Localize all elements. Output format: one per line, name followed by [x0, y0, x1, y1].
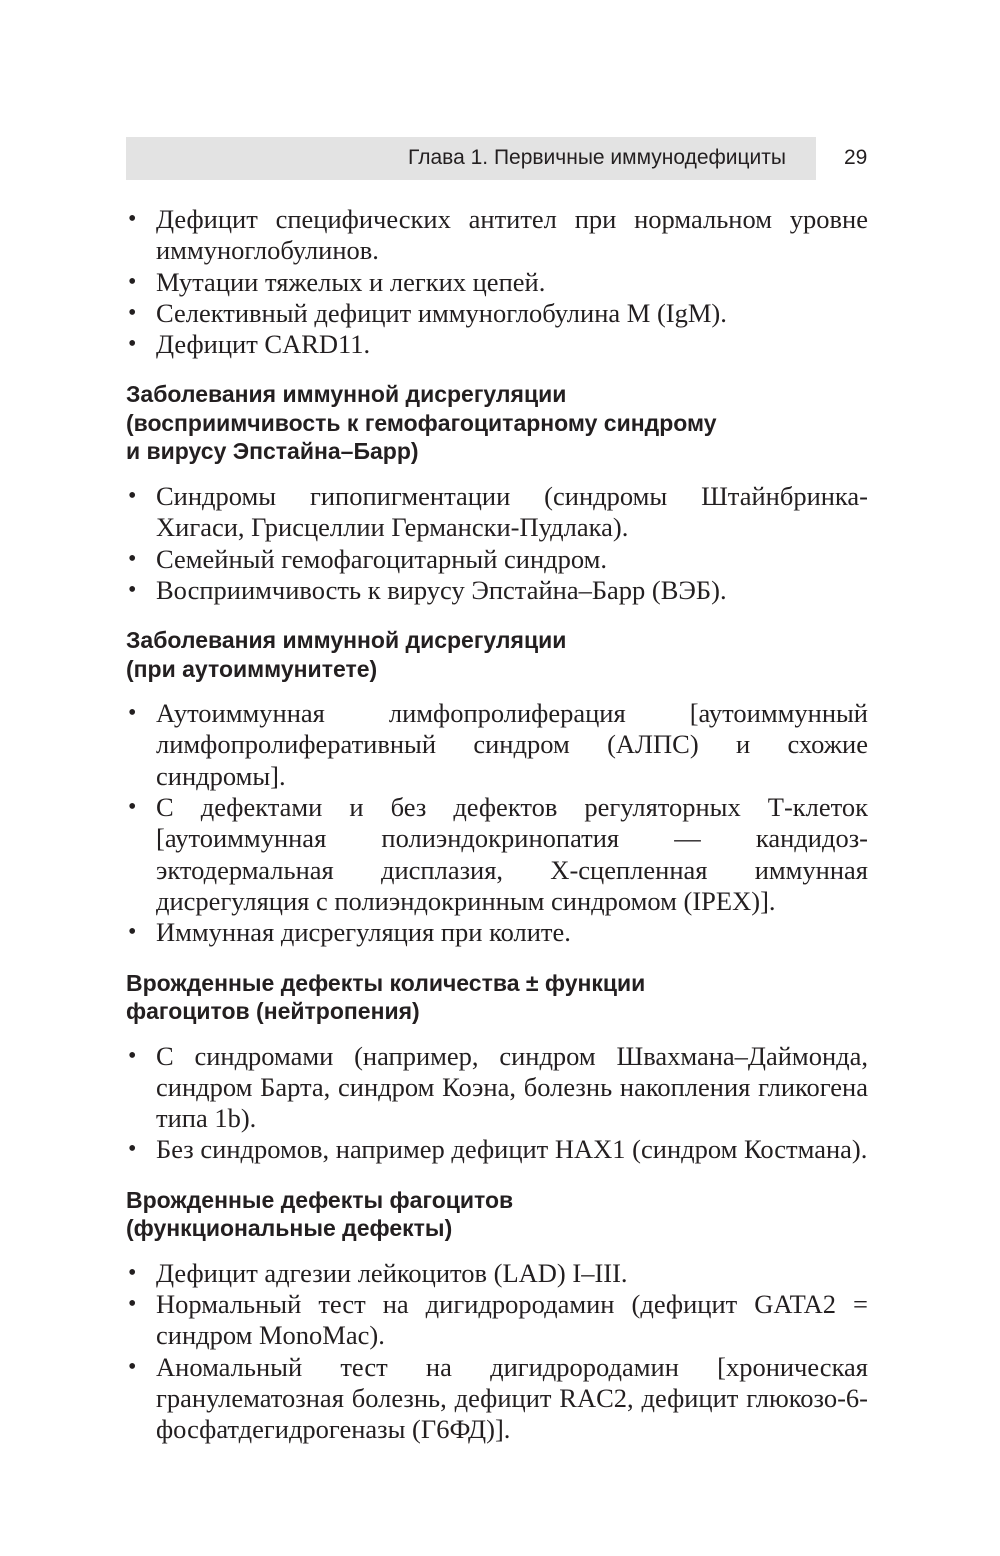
section-immune-dysregulation-autoimmunity	[126, 626, 868, 948]
bullet-icon: •	[128, 268, 137, 295]
section-heading: Заболевания иммунной дисрегуляции (восприимчивость к гемофагоцитарному синдрому и вирусу Эпстайна–Барр)	[126, 381, 717, 465]
bullet-icon: •	[128, 1353, 137, 1380]
section-heading: Заболевания иммунной дисрегуляции (при аутоиммунитете)	[126, 627, 567, 682]
list-item: • Семейный гемофагоцитарный синдром.	[128, 543, 608, 574]
page-body	[126, 204, 868, 1446]
bullet-icon: •	[128, 1291, 137, 1318]
list-item: • Аномальный тест на дигидрородамин [хроническая гранулематозная болезнь, дефицит RAC2, дефицит глюкозо-6-фосфатдегидрогеназы (Г6ФД)].	[128, 1351, 868, 1445]
section-list	[126, 481, 868, 606]
list-item: • Аутоиммунная лимфопролиферация [аутоиммунный лимфопролиферативный синдром (АЛПС) и схожие синдромы].	[128, 698, 868, 791]
bullet-icon: •	[128, 794, 137, 821]
bullet-icon: •	[128, 576, 137, 603]
list-item: • Селективный дефицит иммуноглобулина M (IgM).	[128, 297, 727, 328]
bullet-icon: •	[128, 919, 137, 946]
section-immune-dysregulation-hlh	[126, 380, 868, 606]
list-item: • Иммунная дисрегуляция при колите.	[128, 917, 571, 948]
section-heading: Врожденные дефекты количества ± функции фагоцитов (нейтропения)	[126, 969, 646, 1025]
intro-list	[126, 204, 868, 360]
section-phagocyte-function-defects	[126, 1186, 868, 1446]
section-list	[126, 1258, 868, 1446]
list-item: • Дефицит CARD11.	[128, 329, 371, 360]
list-item: • С синдромами (например, синдром Швахмана–Даймонда, синдром Барта, синдром Коэна, болезнь накопления гликогена типа 1b).	[128, 1040, 868, 1134]
running-header	[126, 137, 816, 180]
bullet-icon: •	[128, 545, 137, 572]
list-item: • Нормальный тест на дигидрородамин (дефицит GATA2 = синдром MonoMac).	[128, 1289, 868, 1351]
bullet-icon: •	[128, 1042, 137, 1069]
list-item: • Дефицит адгезии лейкоцитов (LAD) I–III.	[128, 1257, 628, 1288]
bullet-icon: •	[128, 1259, 137, 1286]
list-item: • Дефицит специфических антител при нормальном уровне иммуноглобулинов.	[128, 204, 868, 266]
list-item: • Восприимчивость к вирусу Эпстайна–Барр (ВЭБ).	[128, 574, 727, 605]
bullet-icon: •	[128, 331, 137, 358]
section-list	[126, 698, 868, 948]
chapter-title: Глава 1. Первичные иммунодефициты	[408, 146, 786, 169]
section-phagocyte-number-defects	[126, 969, 868, 1166]
section-list	[126, 1041, 868, 1166]
bullet-icon: •	[128, 482, 137, 509]
list-item: • С дефектами и без дефектов регуляторных Т-клеток [аутоиммунная полиэндокринопатия — кандидоз-эктодермальная дисплазия, X-сцепленная иммунная дисрегуляция с полиэндокринным синдромом (IPEX)].	[128, 792, 868, 916]
list-item: • Мутации тяжелых и легких цепей.	[128, 266, 546, 297]
bullet-icon: •	[128, 700, 137, 727]
bullet-icon: •	[128, 206, 137, 232]
list-item: • Синдромы гипопигментации (синдромы Штайнбринка-Хигаси, Грисцеллии Германски-Пудлака).	[128, 480, 868, 543]
list-item: • Без синдромов, например дефицит HAX1 (синдром Костмана).	[128, 1134, 868, 1165]
page-number: 29	[844, 146, 868, 169]
bullet-icon: •	[128, 1136, 137, 1163]
bullet-icon: •	[128, 299, 137, 326]
section-heading: Врожденные дефекты фагоцитов (функциональные дефекты)	[126, 1186, 514, 1242]
